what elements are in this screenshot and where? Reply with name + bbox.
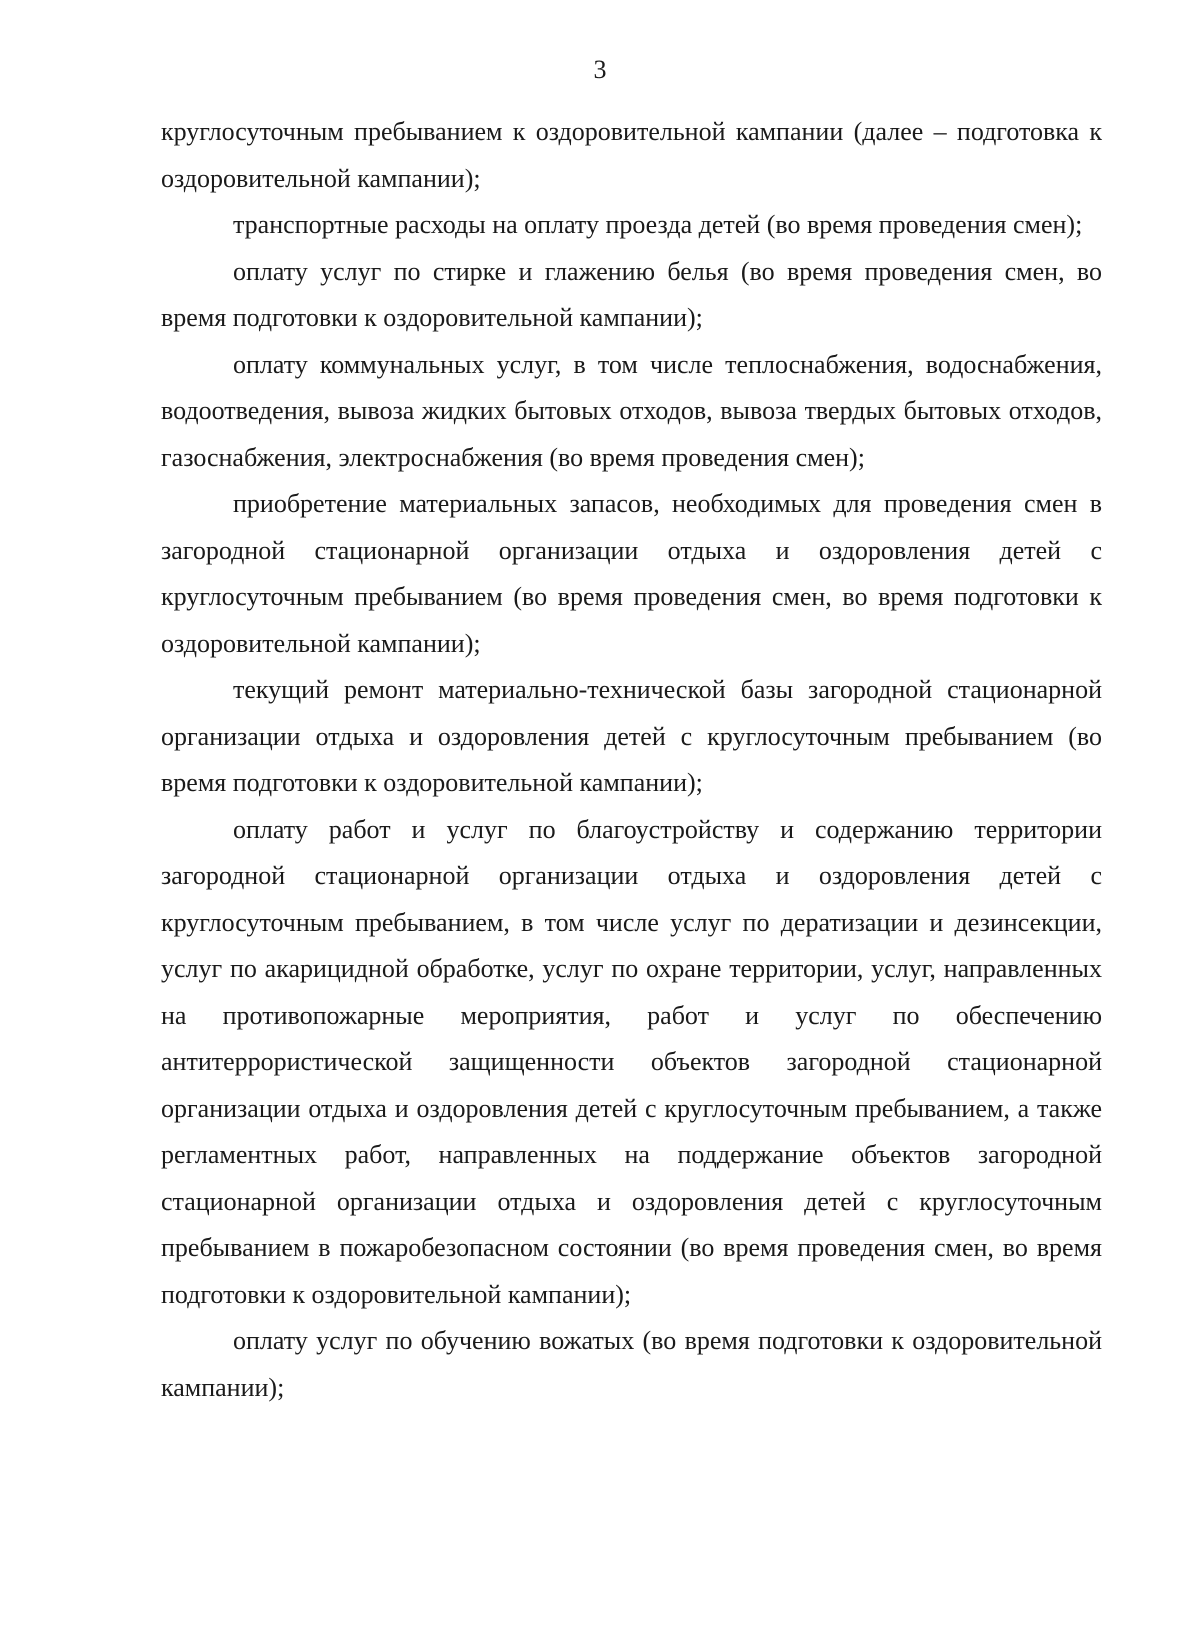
paragraph-transport-expenses: транспортные расходы на оплату проезда детей (во время проведения смен); [233,210,1083,239]
paragraph-territory-maintenance: оплату работ и услуг по благоустройству и содержанию территории загородной стационарной организации отдыха и оздоровления детей с круглосуточным пребыванием, в том числе услуг по дератизации и дезинсекции, услуг по акарицидной обработке, услуг по охране территории, услуг, направленных на противопожарные мероприятия, работ и услуг по обеспечению антитеррористической защищенности объектов загородной стационарной организации отдыха и оздоровления детей с круглосуточным пребыванием, а также регламентных работ, направленных на поддержание объектов загородной стационарной организации отдыха и оздоровления детей с круглосуточным пребыванием в пожаробезопасном состоянии (во время проведения смен, во время подготовки к оздоровительной кампании); [161,814,1102,1309]
paragraph-current-repair: текущий ремонт материально-технической базы загородной стационарной организации отдыха и оздоровления детей с круглосуточным пребыванием (во время подготовки к оздоровительной кампании); [161,675,1102,797]
paragraph-counselor-training: оплату услуг по обучению вожатых (во время подготовки к оздоровительной кампании); [161,1326,1102,1402]
paragraph-laundry-services: оплату услуг по стирке и глажению белья (во время проведения смен, во время подготовки к оздоровительной кампании); [161,256,1102,332]
paragraph-utility-services: оплату коммунальных услуг, в том числе теплоснабжения, водоснабжения, водоотведения, вывоза жидких бытовых отходов, вывоза твердых бытовых отходов, газоснабжения, электроснабжения (во время проведения смен); [161,349,1102,472]
paragraph-material-supplies: приобретение материальных запасов, необходимых для проведения смен в загородной стационарной организации отдыха и оздоровления детей с круглосуточным пребыванием (во время проведения смен, во время подготовки к оздоровительной кампании); [161,489,1102,658]
document-body [161,109,1102,1411]
paragraph-continuation: круглосуточным пребыванием к оздоровительной кампании (далее – подготовка к оздоровительной кампании); [161,117,1102,193]
page-number: 3 [593,55,607,84]
